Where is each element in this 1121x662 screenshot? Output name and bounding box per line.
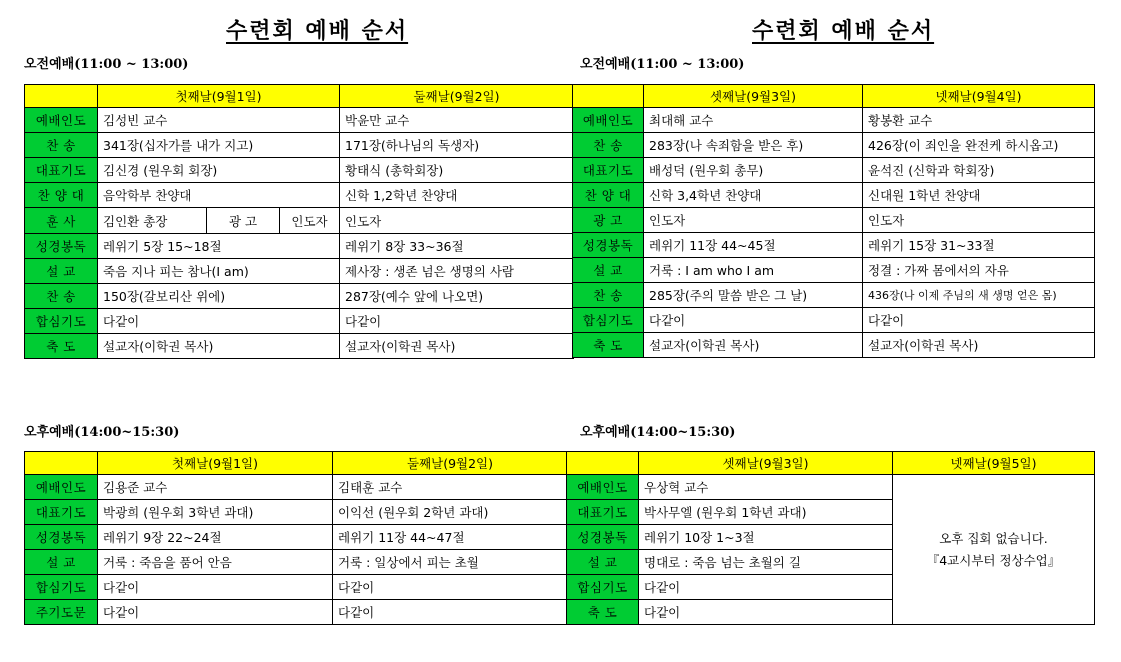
table-cell: 박사무엘 (원우회 1학년 과대) [639,500,893,525]
table-row [25,158,574,183]
table-row [573,258,1095,283]
no-session-notice [893,475,1095,625]
row-label: 찬 송 [573,133,644,158]
table-cell: 신학 1,2학년 찬양대 [340,183,574,208]
day-header: 첫째날(9월1일) [98,452,333,475]
row-label: 대표기도 [25,158,98,183]
table-cell: 신학 3,4학년 찬양대 [644,183,863,208]
table-cell: 다같이 [639,600,893,625]
table-header-row [25,452,568,475]
afternoon-schedule-table-right [566,451,1095,625]
table-cell: 김태훈 교수 [333,475,568,500]
morning-schedule-table-left [24,84,574,359]
table-cell: 박광희 (원우회 3학년 과대) [98,500,333,525]
row-label: 주기도문 [25,600,98,625]
row-label: 합심기도 [573,308,644,333]
row-label: 광 고 [573,208,644,233]
table-row [25,475,568,500]
afternoon-session-label-left: 오후예배(14:00~15:30) [24,425,180,440]
table-cell: 341장(십자가를 내가 지고) [98,133,340,158]
morning-schedule-table-right [572,84,1095,358]
table-corner [25,452,98,475]
table-row [573,333,1095,358]
table-row [25,234,574,259]
table-cell: 김성빈 교수 [98,108,340,133]
row-label: 축 도 [567,600,639,625]
table-cell: 정결 : 가짜 몸에서의 자유 [863,258,1095,283]
table-cell: 150장(갈보리산 위에) [98,284,340,309]
table-cell: 283장(나 속죄함을 받은 후) [644,133,863,158]
table-row [573,108,1095,133]
split-cell-leader: 인도자 [291,213,328,229]
table-cell: 죽음 지나 피는 참나(I am) [98,259,340,284]
day-header: 둘째날(9월2일) [340,85,574,108]
row-label: 축 도 [25,334,98,359]
row-label: 설 교 [567,550,639,575]
row-label: 예배인도 [25,475,98,500]
day-header: 첫째날(9월1일) [98,85,340,108]
row-label: 합심기도 [25,309,98,334]
page-title-left: 수련회 예배 순서 [226,19,409,44]
table-cell: 171장(하나님의 독생자) [340,133,574,158]
table-header-row [573,85,1095,108]
table-cell: 287장(예수 앞에 나오면) [340,284,574,309]
table-cell: 설교자(이학권 목사) [644,333,863,358]
table-row [25,133,574,158]
row-label: 성경봉독 [573,233,644,258]
row-label: 훈 사 [25,208,98,234]
table-cell: 다같이 [644,308,863,333]
table-cell: 레위기 11장 44~45절 [644,233,863,258]
table-cell: 다같이 [98,575,333,600]
row-label: 찬 양 대 [573,183,644,208]
table-row [25,183,574,208]
table-cell-split [98,208,340,234]
table-header-row [25,85,574,108]
row-label: 성경봉독 [567,525,639,550]
table-cell: 설교자(이학권 목사) [98,334,340,359]
table-cell: 김신경 (원우회 회장) [98,158,340,183]
table-corner [25,85,98,108]
table-row [573,183,1095,208]
table-row [25,259,574,284]
table-row [573,308,1095,333]
table-cell: 레위기 10장 1~3절 [639,525,893,550]
split-cell-speaker: 김인환 총장 [98,208,207,233]
table-cell: 거룩 : 일상에서 피는 초월 [333,550,568,575]
table-row [25,334,574,359]
table-cell: 레위기 8장 33~36절 [340,234,574,259]
row-label: 합심기도 [25,575,98,600]
day-header: 넷째날(9월4일) [863,85,1095,108]
table-row [25,575,568,600]
page-title-right: 수련회 예배 순서 [752,19,935,44]
table-cell: 거룩 : I am who I am [644,258,863,283]
table-cell: 윤석진 (신학과 학회장) [863,158,1095,183]
row-label: 성경봉독 [25,525,98,550]
table-cell: 다같이 [639,575,893,600]
table-corner [573,85,644,108]
table-cell: 436장(나 이제 주님의 새 생명 얻은 몸) [863,283,1095,308]
table-cell: 신대원 1학년 찬양대 [863,183,1095,208]
table-row [25,550,568,575]
afternoon-schedule-table-left [24,451,568,625]
table-row [25,525,568,550]
afternoon-session-label-right: 오후예배(14:00~15:30) [580,425,736,440]
table-cell: 레위기 5장 15~18절 [98,234,340,259]
table-cell: 285장(주의 말씀 받은 그 날) [644,283,863,308]
table-row [25,309,574,334]
morning-session-label-right: 오전예배(11:00 ~ 13:00) [580,57,745,72]
table-cell: 레위기 9장 22~24절 [98,525,333,550]
table-row [573,233,1095,258]
table-cell: 우상혁 교수 [639,475,893,500]
split-cell-announcement: 광 고 [207,208,280,233]
table-row [25,284,574,309]
table-cell: 김용준 교수 [98,475,333,500]
row-label: 합심기도 [567,575,639,600]
notice-line: 오후 집회 없습니다. [939,530,1048,546]
table-cell: 황봉환 교수 [863,108,1095,133]
table-row [567,475,1095,500]
table-cell: 제사장 : 생존 넘은 생명의 사람 [340,259,574,284]
row-label: 찬 송 [25,284,98,309]
table-row [25,600,568,625]
table-cell: 426장(이 죄인을 완전케 하시옵고) [863,133,1095,158]
day-header: 셋째날(9월3일) [644,85,863,108]
table-row [573,158,1095,183]
day-header: 넷째날(9월5일) [893,452,1095,475]
table-cell: 이익선 (원우회 2학년 과대) [333,500,568,525]
row-label: 설 교 [573,258,644,283]
row-label: 찬 양 대 [25,183,98,208]
table-row [25,108,574,133]
row-label: 찬 송 [573,283,644,308]
table-cell: 레위기 15장 31~33절 [863,233,1095,258]
table-row [573,208,1095,233]
table-cell: 음악학부 찬양대 [98,183,340,208]
table-row [25,208,574,234]
row-label: 대표기도 [567,500,639,525]
table-cell: 다같이 [98,600,333,625]
table-cell: 레위기 11장 44~47절 [333,525,568,550]
table-cell: 다같이 [333,575,568,600]
table-header-row [567,452,1095,475]
table-row [573,283,1095,308]
table-corner [567,452,639,475]
table-row [25,500,568,525]
table-cell: 거룩 : 죽음을 품어 안음 [98,550,333,575]
table-cell: 다같이 [340,309,574,334]
table-cell: 인도자 [863,208,1095,233]
table-row [573,133,1095,158]
table-cell: 인도자 [340,208,574,234]
table-cell: 명대로 : 죽음 넘는 초월의 길 [639,550,893,575]
row-label: 성경봉독 [25,234,98,259]
table-cell: 설교자(이학권 목사) [863,333,1095,358]
table-cell: 다같이 [333,600,568,625]
row-label: 찬 송 [25,133,98,158]
table-cell: 최대해 교수 [644,108,863,133]
row-label: 축 도 [573,333,644,358]
notice-line: 『4교시부터 정상수업』 [926,552,1061,568]
table-cell: 다같이 [863,308,1095,333]
table-cell: 인도자 [644,208,863,233]
row-label: 설 교 [25,550,98,575]
row-label: 설 교 [25,259,98,284]
row-label: 대표기도 [573,158,644,183]
row-label: 예배인도 [567,475,639,500]
table-cell: 다같이 [98,309,340,334]
table-cell: 설교자(이학권 목사) [340,334,574,359]
table-cell: 박윤만 교수 [340,108,574,133]
table-cell: 황태식 (총학회장) [340,158,574,183]
day-header: 둘째날(9월2일) [333,452,568,475]
morning-session-label-left: 오전예배(11:00 ~ 13:00) [24,57,189,72]
row-label: 예배인도 [573,108,644,133]
day-header: 셋째날(9월3일) [639,452,893,475]
row-label: 예배인도 [25,108,98,133]
table-cell: 배성덕 (원우회 총무) [644,158,863,183]
row-label: 대표기도 [25,500,98,525]
